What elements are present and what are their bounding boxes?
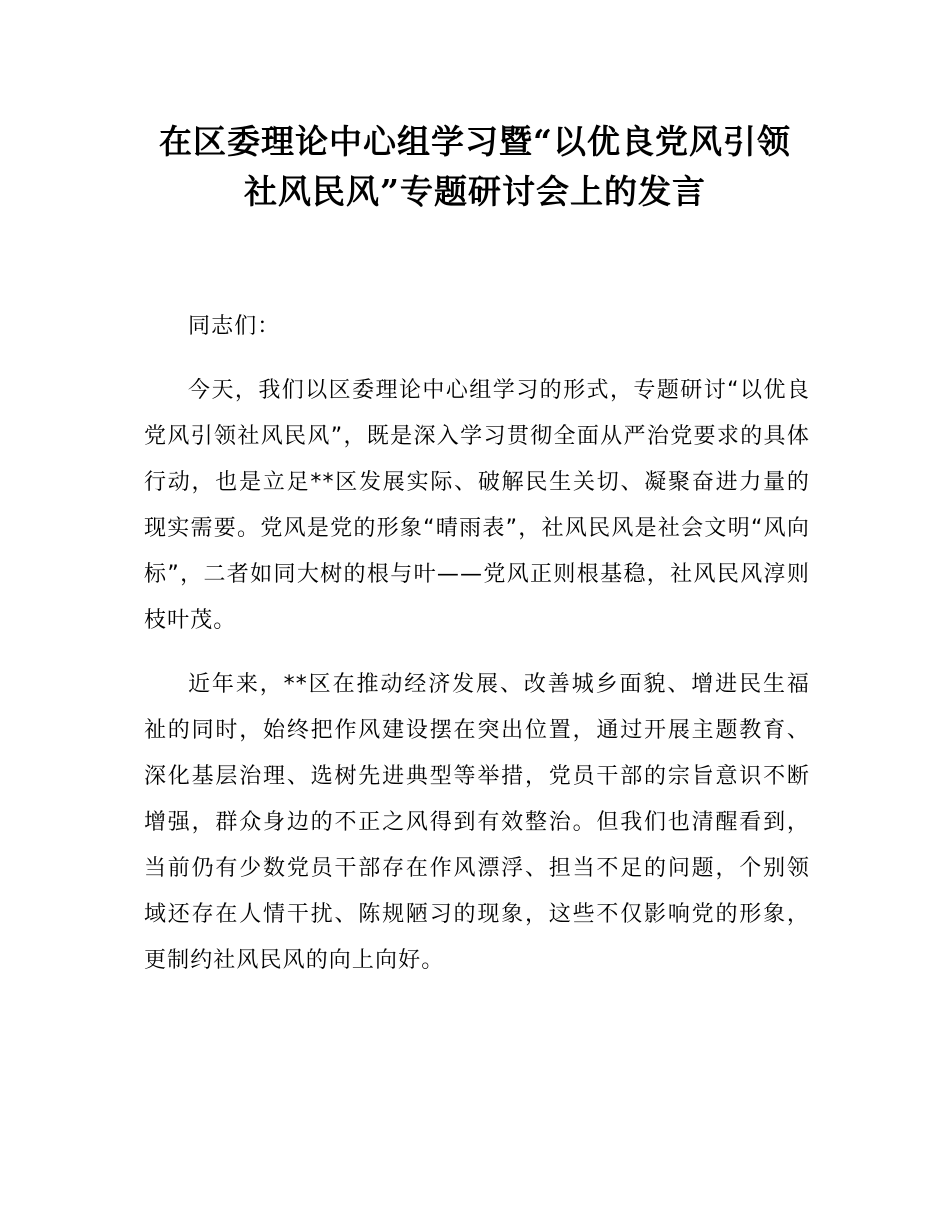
salutation: 同志们： [188, 314, 281, 339]
document-title [120, 117, 830, 217]
paragraph-1: 今天，我们以区委理论中心组学习的形式，专题研讨“以优良党风引领社风民风”，既是深入学习贯彻全面从严治党要求的具体行动，也是立足**区发展实际、破解民生关切、凝聚奋进力量的现实需要。党风是党的形象“晴雨表”，社风民风是社会文明“风向标”，二者如同大树的根与叶——党风正则根基稳，社风民风淳则枝叶茂。 [144, 378, 810, 633]
paragraph-2: 近年来，**区在推动经济发展、改善城乡面貌、增进民生福祉的同时，始终把作风建设摆在突出位置，通过开展主题教育、深化基层治理、选树先进典型等举措，党员干部的宗旨意识不断增强，群众身边的不正之风得到有效整治。但我们也清醒看到，当前仍有少数党员干部存在作风漂浮、担当不足的问题，个别领域还存在人情干扰、陈规陋习的现象，这些不仅影响党的形象，更制约社风民风的向上向好。 [144, 672, 810, 973]
title-line-2: 社风民风”专题研讨会上的发言 [244, 172, 706, 211]
title-line-1: 在区委理论中心组学习暨“以优良党风引领 [159, 122, 791, 161]
document-body [144, 304, 810, 1002]
